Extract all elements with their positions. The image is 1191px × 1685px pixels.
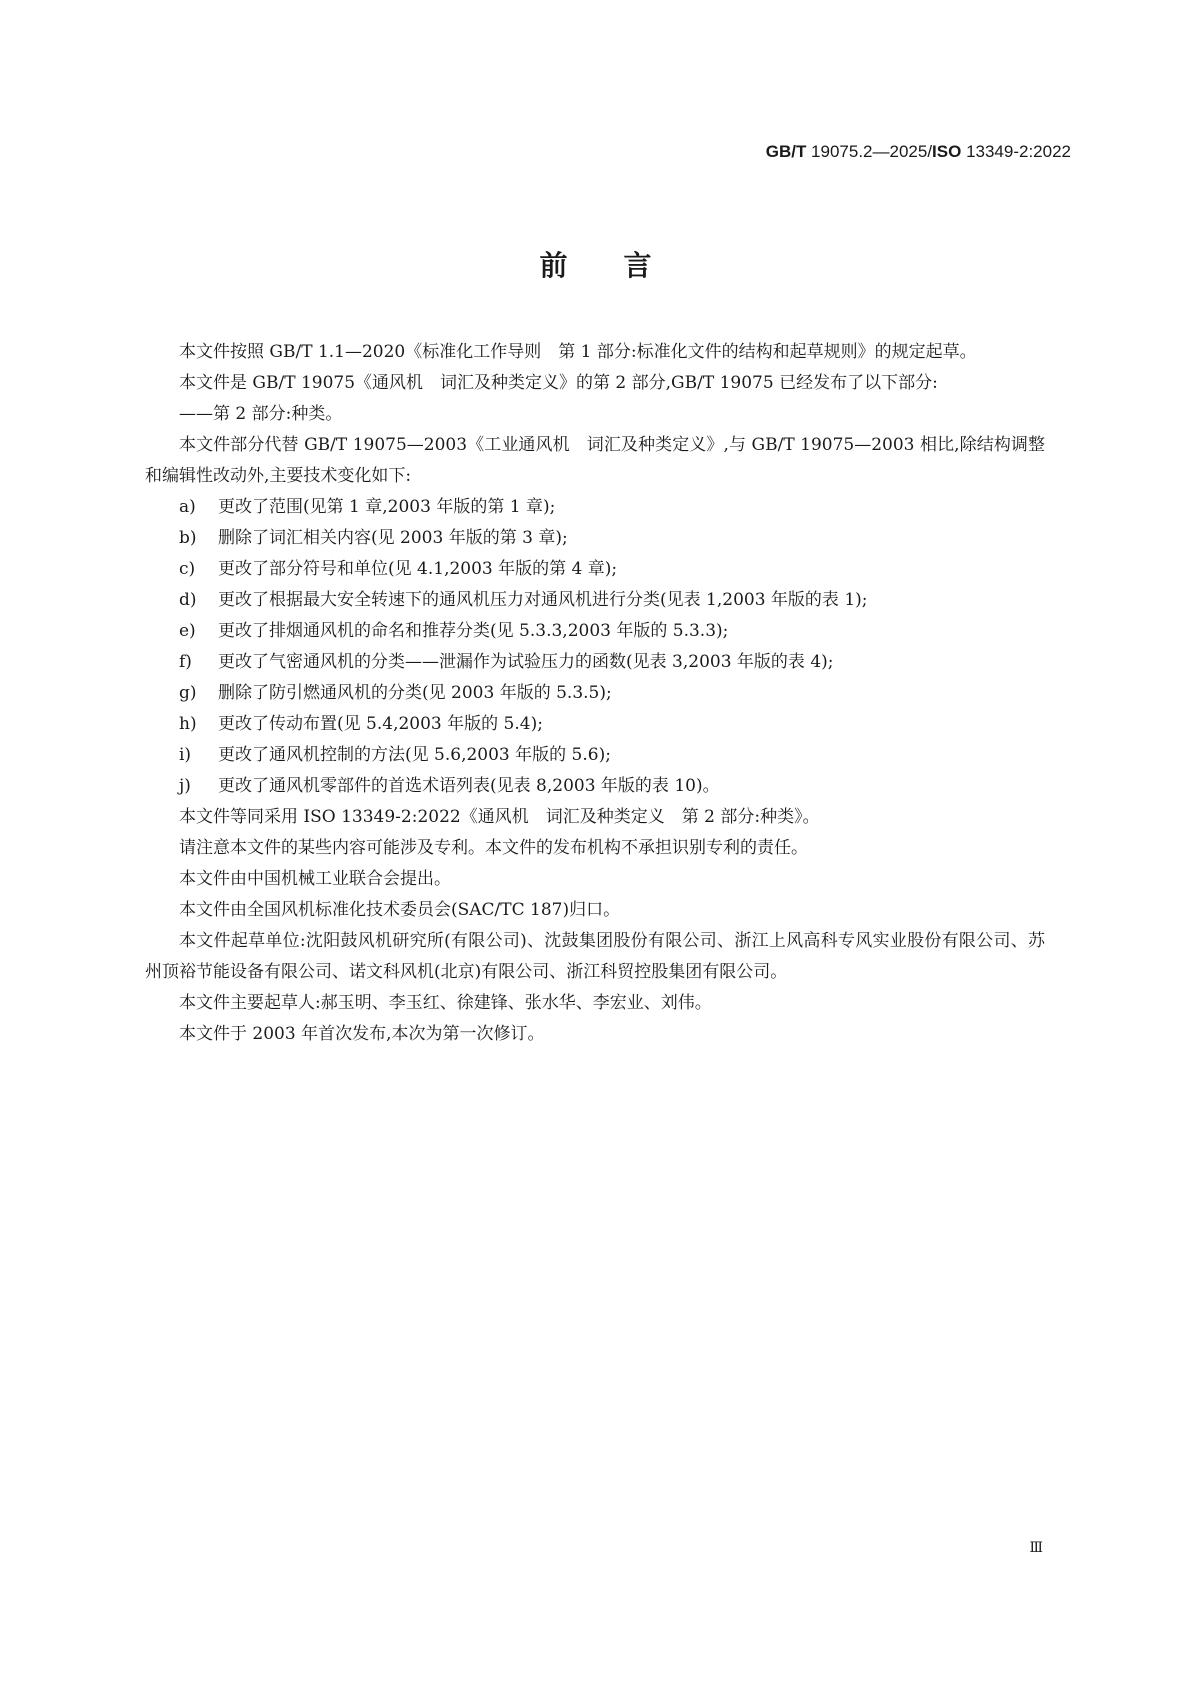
- list-item-text: 更改了传动布置(见 5.4,2003 年版的 5.4);: [218, 714, 543, 734]
- list-item-label: b): [179, 528, 197, 548]
- paragraph-publication-history: 本文件于 2003 年首次发布,本次为第一次修订。: [179, 1024, 545, 1044]
- list-item-text: 更改了气密通风机的分类——泄漏作为试验压力的函数(见表 3,2003 年版的表 4);: [218, 652, 834, 672]
- list-item: [145, 647, 1045, 678]
- standard-code-header: [766, 142, 1071, 162]
- list-item-text: 删除了词汇相关内容(见 2003 年版的第 3 章);: [218, 528, 568, 548]
- paragraph-part-info: 本文件是 GB/T 19075《通风机 词汇及种类定义》的第 2 部分,GB/T 19075 已经发布了以下部分:: [179, 373, 938, 393]
- list-item-text: 更改了范围(见第 1 章,2003 年版的第 1 章);: [218, 497, 556, 517]
- paragraph-drafting-organizations: 本文件起草单位:沈阳鼓风机研究所(有限公司)、沈鼓集团股份有限公司、浙江上风高科专风实业股份有限公司、苏州顶裕节能设备有限公司、诺文科风机(北京)有限公司、浙江科贸控股集团有限公司。: [145, 931, 1045, 982]
- list-item-label: i): [179, 745, 192, 765]
- foreword-body: [145, 337, 1045, 1050]
- list-item: [145, 616, 1045, 647]
- list-item-label: a): [179, 497, 196, 517]
- paragraph-patent-notice: 请注意本文件的某些内容可能涉及专利。本文件的发布机构不承担识别专利的责任。: [179, 838, 808, 858]
- list-item: [145, 585, 1045, 616]
- list-item: [145, 678, 1045, 709]
- page-number: Ⅲ: [1029, 1540, 1043, 1556]
- list-item-text: 更改了通风机控制的方法(见 5.6,2003 年版的 5.6);: [218, 745, 611, 765]
- list-item-text: 更改了排烟通风机的命名和推荐分类(见 5.3.3,2003 年版的 5.3.3);: [218, 621, 729, 641]
- title-char-2: 言: [623, 249, 652, 282]
- paragraph-drafting-rules: 本文件按照 GB/T 1.1—2020《标准化工作导则 第 1 部分:标准化文件的结构和起草规则》的规定起草。: [179, 342, 977, 362]
- list-item-label: g): [179, 683, 197, 703]
- list-item-label: d): [179, 590, 197, 610]
- gbt-prefix: GB/T: [765, 142, 807, 161]
- list-item: [145, 740, 1045, 771]
- list-item-label: c): [179, 559, 196, 579]
- paragraph-part-list: ——第 2 部分:种类。: [179, 404, 343, 424]
- paragraph-replacement: 本文件部分代替 GB/T 19075—2003《工业通风机 词汇及种类定义》,与 GB/T 19075—2003 相比,除结构调整和编辑性改动外,主要技术变化如下:: [145, 435, 1045, 486]
- list-item-label: h): [179, 714, 197, 734]
- list-item: [145, 554, 1045, 585]
- list-item-label: f): [179, 652, 192, 672]
- changes-list: [145, 492, 1045, 802]
- paragraph-drafters: 本文件主要起草人:郝玉明、李玉红、徐建锋、张水华、李宏业、刘伟。: [179, 993, 712, 1013]
- paragraph-proposer: 本文件由中国机械工业联合会提出。: [179, 869, 451, 889]
- iso-prefix: ISO: [932, 142, 962, 161]
- list-item: [145, 771, 1045, 802]
- list-item-text: 删除了防引燃通风机的分类(见 2003 年版的 5.3.5);: [218, 683, 612, 703]
- list-item-label: j): [179, 776, 191, 796]
- list-item: [145, 492, 1045, 523]
- list-item-text: 更改了根据最大安全转速下的通风机压力对通风机进行分类(见表 1,2003 年版的表 1);: [218, 590, 868, 610]
- page-title: [0, 244, 1191, 284]
- list-item: [145, 709, 1045, 740]
- list-item: [145, 523, 1045, 554]
- list-item-text: 更改了通风机零部件的首选术语列表(见表 8,2003 年版的表 10)。: [218, 776, 720, 796]
- list-item-label: e): [179, 621, 196, 641]
- list-item-text: 更改了部分符号和单位(见 4.1,2003 年版的第 4 章);: [218, 559, 618, 579]
- iso-number: 13349-2:2022: [961, 142, 1071, 161]
- paragraph-committee: 本文件由全国风机标准化技术委员会(SAC/TC 187)归口。: [179, 900, 621, 920]
- title-char-1: 前: [539, 249, 568, 282]
- standard-number: 19075.2—2025/: [806, 142, 933, 161]
- paragraph-iso-adoption: 本文件等同采用 ISO 13349-2:2022《通风机 词汇及种类定义 第 2 部分:种类》。: [179, 807, 820, 827]
